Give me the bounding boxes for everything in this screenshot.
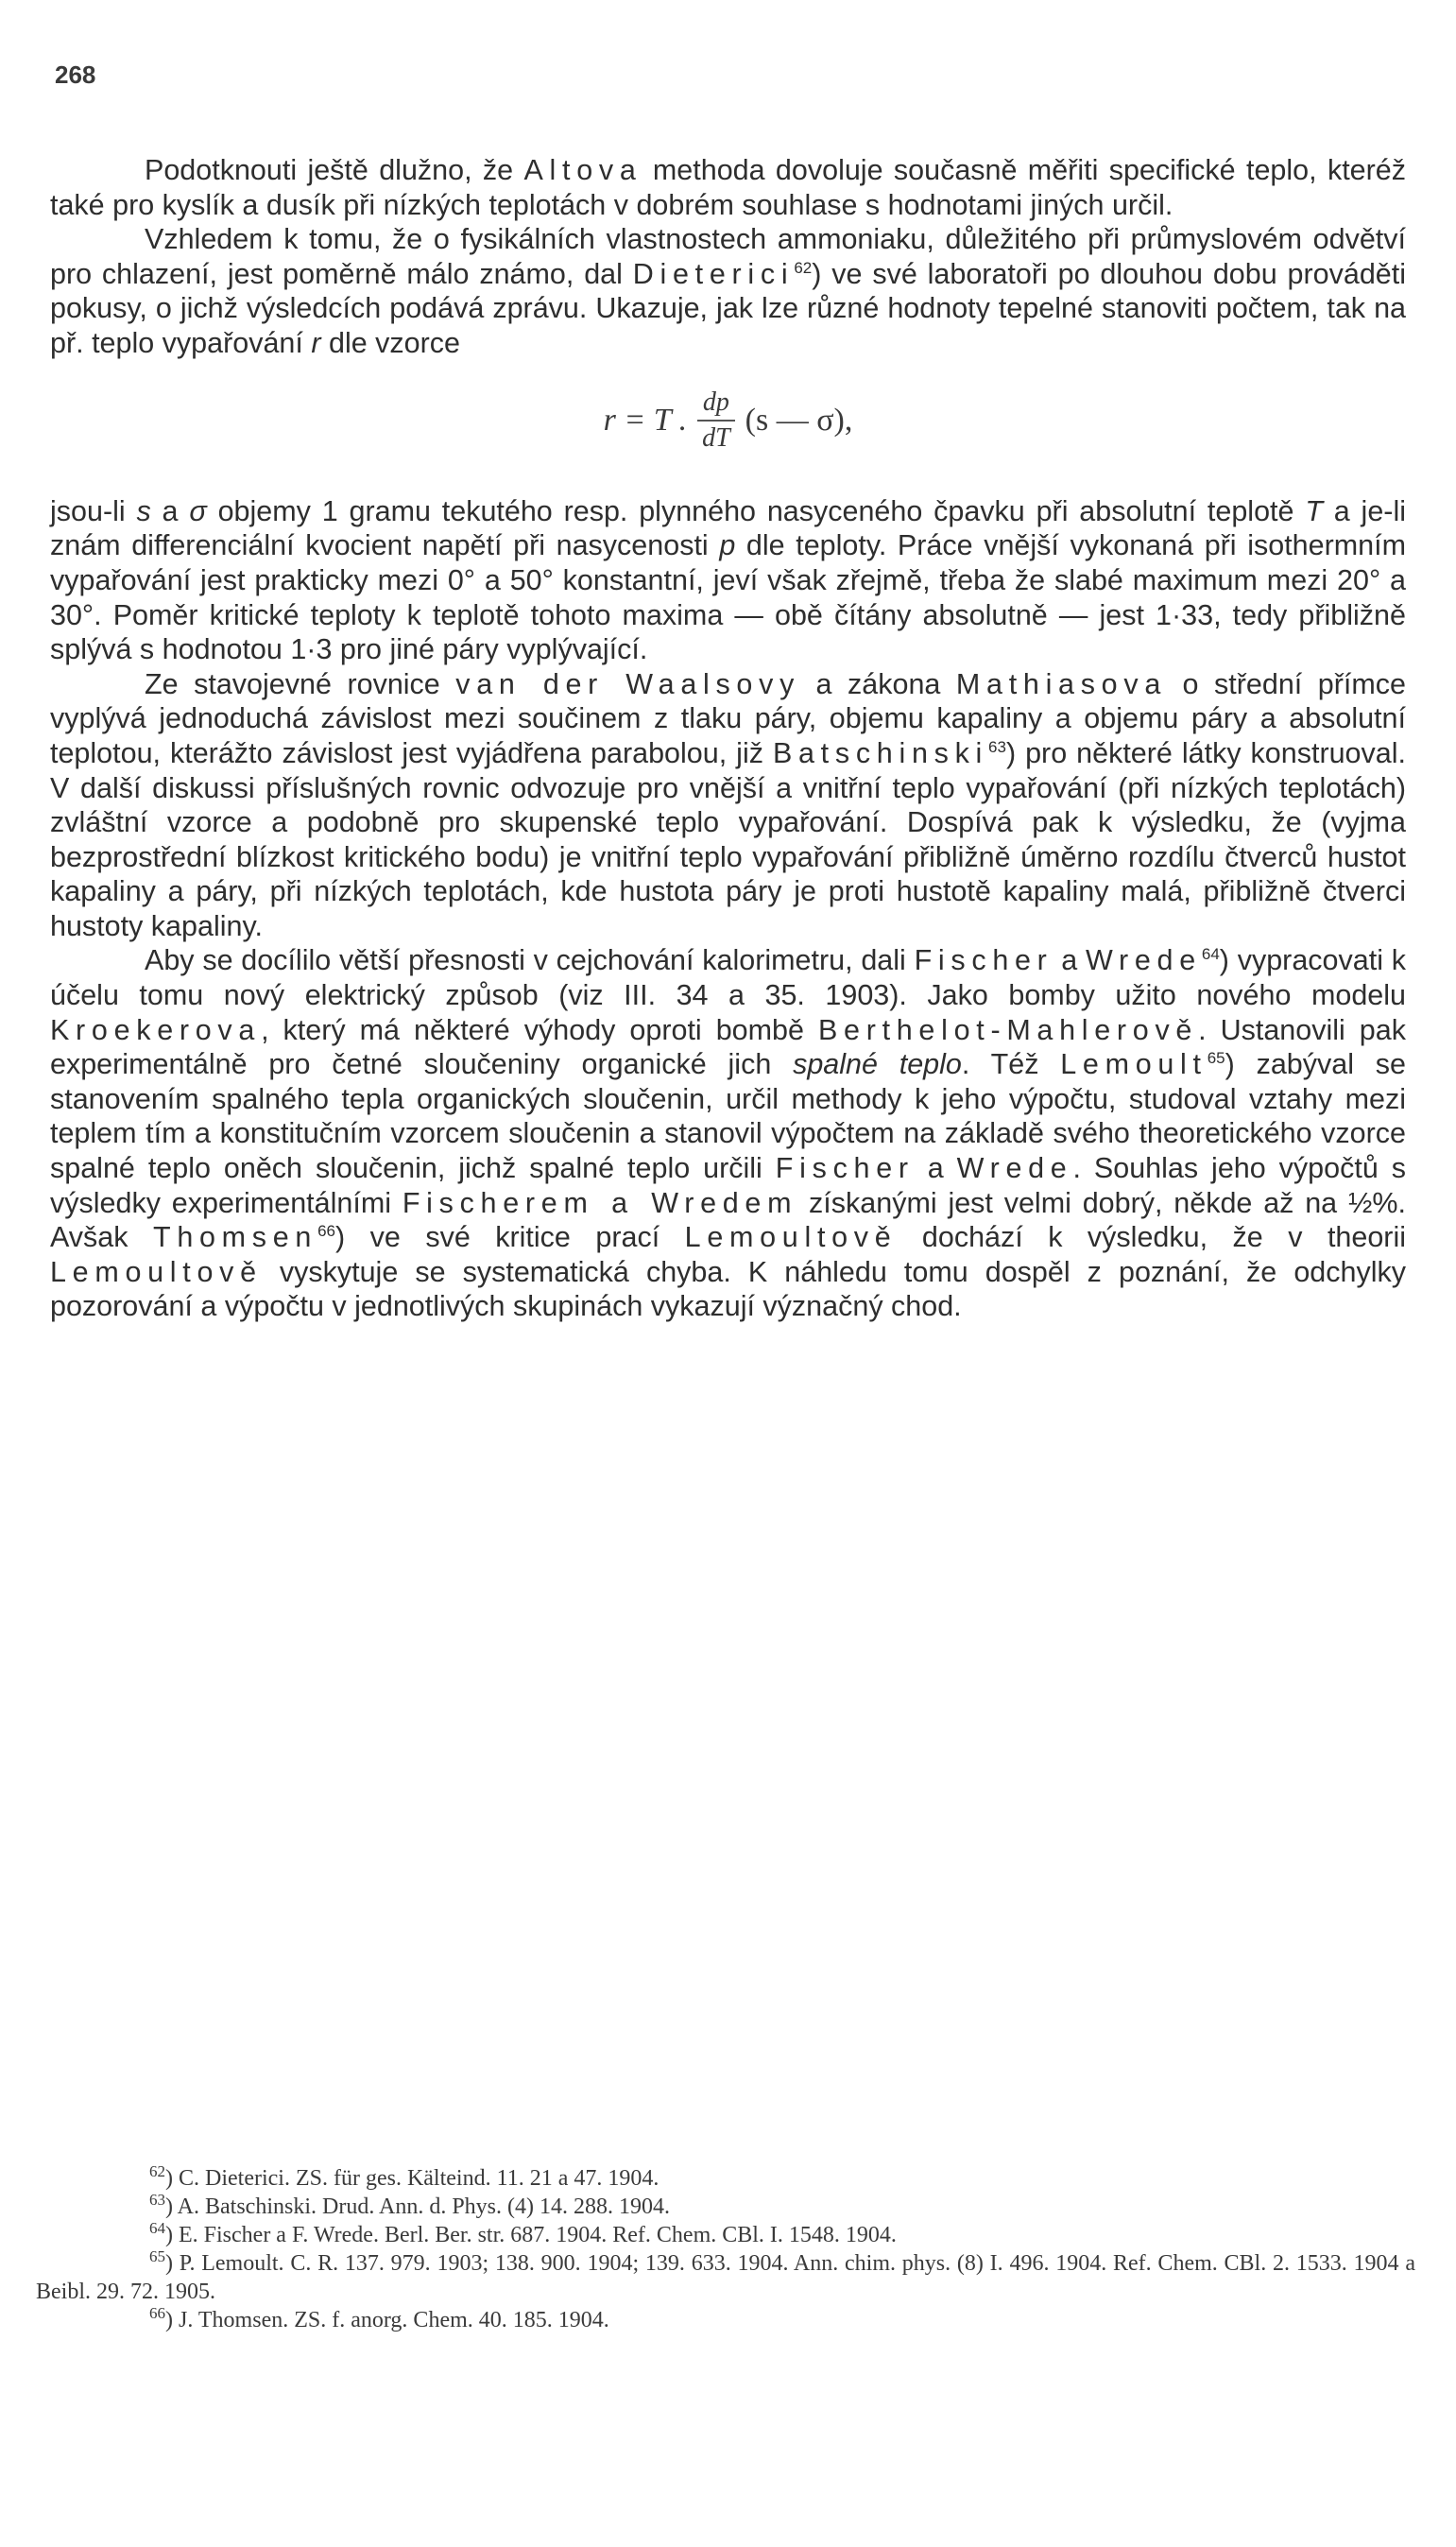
author-name: Batschinski <box>772 736 989 769</box>
text-run: Podotknouti ještě dlužno, že <box>145 154 524 186</box>
text-run: objemy 1 gramu tekutého resp. plynného nasyceného čpavku při absolutní teplotě <box>206 494 1306 527</box>
text-run: dle vzorce <box>320 326 461 359</box>
author-name: Fischerem a Wredem <box>402 1186 798 1219</box>
text-run: Aby se docílilo větší přesnosti v cejchování kalorimetru, dali <box>145 944 915 977</box>
text-run: dle teploty. Práce vnější vykonaná při isothermním vypařování jest prakticky mezi 0° a 50° konstantní, jeví však zřejmě, třeba že slabé maximum mezi 20° a 30°. Poměr kritické teploty k teplotě tohoto maxima — obě čítány absolutně — jest 1·33, tedy přibližně splývá s hodnotou 1·3 pro jiné páry vyplývající. <box>50 529 1407 666</box>
formula-fraction <box>696 386 736 456</box>
author-name: Kroekerova <box>50 1013 262 1046</box>
footnote-ref: 62 <box>794 258 813 277</box>
text-run: , který má některé výhody oproti bombě <box>261 1013 818 1046</box>
text-run: o střední přímce vyplývá jednoduchá závislost mezi součinem z tlaku páry, objemu kapaliny a objemu páry a absolutní teplotou, kterážto závislost jest vyjádřena parabolou, již <box>50 667 1406 769</box>
symbol: p <box>719 529 736 562</box>
text-run: ) pro některé látky konstruoval. V další diskussi příslušných rovnic odvozuje pro vnější a vnitřní teplo vypařování (při nízkých teplotách) zvláštní vzorce a podobně pro skupenské teplo vypařování. Dospívá pak k výsledku, že (vyjma bezprostřední blízkost kritického bodu) je vnitřní teplo vypařování přibližně úměrno rozdílu čtverců hustot kapaliny a páry, při nízkých teplotách, kde hustota páry je proti hustotě kapaliny malá, přibližně čtverci hustoty kapaliny. <box>50 736 1406 942</box>
footnote-text: ) J. Thomsen. ZS. f. anorg. Chem. 40. 185. 1904. <box>165 2308 609 2332</box>
symbol: σ <box>189 494 207 527</box>
text-run: a <box>150 494 190 527</box>
text-run: ) ve své kritice prací <box>335 1221 685 1254</box>
footnotes <box>36 2164 1415 2334</box>
footnote-ref: 65 <box>1207 1049 1225 1068</box>
footnote-ref: 64 <box>1201 945 1220 964</box>
footnote-text: ) C. Dieterici. ZS. für ges. Kälteind. 11. 21 a 47. 1904. <box>165 2166 659 2191</box>
text-run: Ze stavojevné rovnice <box>145 667 456 700</box>
paragraph-1 <box>50 153 1406 222</box>
author-name: Wrede <box>1086 944 1202 977</box>
text-run: . Též <box>961 1048 1061 1081</box>
footnote <box>36 2249 1415 2306</box>
symbol: T <box>1305 494 1323 527</box>
author-name: Mathiasova <box>955 667 1167 700</box>
footnote-text: ) A. Batschinski. Drud. Ann. d. Phys. (4) 14. 288. 1904. <box>165 2194 670 2219</box>
text-run: . Ustanovili pak experimentálně pro četné sloučeniny organické jich <box>50 1013 1406 1081</box>
text-run: získanými jest velmi dobrý, někde až na ½%. Avšak <box>50 1186 1406 1254</box>
text-run: methoda dovoluje současně měřiti specifické teplo, kteréž také pro kyslík a dusík při nízkých teplotách v dobrém souhlase s hodnotami jiných určil. <box>50 154 1406 221</box>
text-run: a <box>1053 944 1087 977</box>
text-run: dochází k výsledku, že v theorii <box>897 1221 1407 1254</box>
text-run: . Souhlas jeho výpočtů s výsledky experimentálními <box>50 1152 1406 1219</box>
text-run: ) vypracovati k účelu tomu nový elektrický způsob (viz III. 34 a 35. 1903). Jako bomby užito nového modelu <box>50 944 1406 1012</box>
footnote-mark: 66 <box>149 2304 165 2322</box>
page-number: 268 <box>55 60 96 89</box>
formula-rhs: (s — σ), <box>745 402 853 438</box>
paragraph-2 <box>50 222 1406 360</box>
footnote-text: ) E. Fischer a F. Wrede. Berl. Ber. str. 687. 1904. Ref. Chem. CBl. I. 1548. 1904. <box>165 2223 897 2247</box>
formula-lhs: r = T . <box>603 402 688 438</box>
footnote <box>36 2221 1415 2249</box>
text-run: a je-li znám differenciální kvocient napětí při nasycenosti <box>50 494 1406 562</box>
author-name: Fischer <box>914 944 1053 977</box>
author-name: Thomsen <box>152 1221 318 1254</box>
footnote-ref: 66 <box>317 1222 336 1241</box>
symbol: r <box>311 326 321 359</box>
footnote-mark: 63 <box>149 2191 165 2209</box>
emphasis: spalné teplo <box>793 1048 962 1081</box>
footnote-mark: 62 <box>149 2162 165 2180</box>
text-run: ) ve své laboratoři po dlouhou dobu prováděti pokusy, o jichž výsledcích podává zprávu. Ukazuje, jak lze různé hodnoty tepelné stanoviti počtem, tak na př. teplo vypařování <box>50 257 1406 359</box>
text-run: ) zabýval se stanovením spalného tepla organických sloučenin, určil methody k jeho výpočtu, studoval vztahy mezi teplem tím a konstitučním vzorcem sloučenin a stanovil výpočtem na základě svého theoretického vzorce spalné teplo oněch sloučenin, jichž spalné teplo určili <box>50 1048 1406 1185</box>
symbol: s <box>136 494 151 527</box>
author-name: van der Waalsovy <box>455 667 801 700</box>
footnote-text: ) P. Lemoult. C. R. 137. 979. 1903; 138. 900. 1904; 139. 633. 1904. Ann. chim. phys. (8) I. 496. 1904. Ref. Chem. CBl. 2. 1533. 1904 a Beibl. 29. 72. 1905. <box>36 2251 1415 2304</box>
author-name: Dieterici <box>632 257 795 290</box>
author-name: Wrede <box>956 1152 1073 1185</box>
footnote-ref: 63 <box>988 737 1006 756</box>
author-name: Berthelot-Mahlerově <box>817 1013 1199 1046</box>
footnote <box>36 2193 1415 2221</box>
footnote-mark: 64 <box>149 2219 165 2237</box>
text-run: Vzhledem k tomu, že o fysikálních vlastnostech ammoniaku, důležitého při průmyslovém odvětví pro chlazení, jest poměrně málo známo, dal <box>50 223 1406 290</box>
body-text <box>50 153 1406 1324</box>
text-run: a <box>914 1152 957 1185</box>
paragraph-4 <box>50 667 1406 944</box>
footnote-mark: 65 <box>149 2247 165 2265</box>
text-run: vyskytuje se systematická chyba. K náhledu tomu dospěl z poznání, že odchylky pozorování a výpočtu v jednotlivých skupinách vykazují význačný chod. <box>50 1255 1406 1323</box>
footnote <box>36 2306 1415 2334</box>
author-name: Altova <box>523 154 642 186</box>
paragraph-3 <box>50 494 1406 667</box>
paragraph-5 <box>50 943 1406 1324</box>
author-name: Lemoultově <box>684 1221 898 1254</box>
text-run: a zákona <box>800 667 956 700</box>
formula-denominator: dT <box>702 423 730 454</box>
author-name: Lemoult <box>1060 1048 1208 1081</box>
author-name: Lemoultově <box>50 1255 263 1288</box>
formula <box>50 386 1406 456</box>
footnote <box>36 2164 1415 2193</box>
text-run: jsou-li <box>50 494 137 527</box>
formula-numerator: dp <box>697 386 735 422</box>
author-name: Fischer <box>775 1152 915 1185</box>
